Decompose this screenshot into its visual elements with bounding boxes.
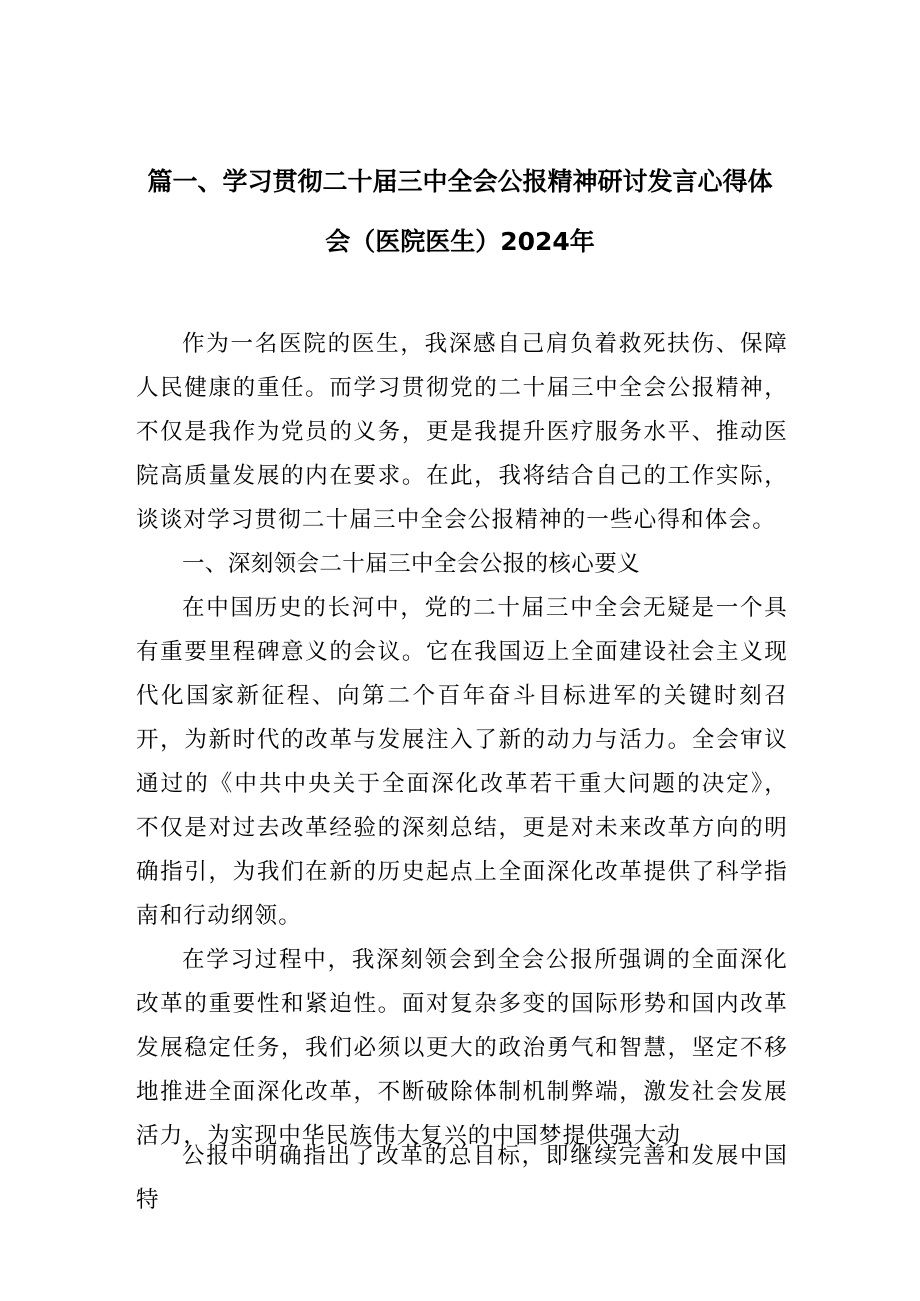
document-body-continued	[136, 1134, 788, 1222]
section-heading: 一、深刻领会二十届三中全会公报的核心要义	[182, 551, 641, 577]
paragraph-history: 在中国历史的长河中，党的二十届三中全会无疑是一个具有重要里程碑意义的会议。它在我国迈上全面建设社会主义现代化国家新征程、向第二个百年奋斗目标进军的关键时刻召开，为新时代的改革与发展注入了新的动力与活力。全会审议通过的《中共中央关于全面深化改革若干重大问题的决定》，不仅是对过去改革经验的深刻总结，更是对未来改革方向的明确指引，为我们在新的历史起点上全面深化改革提供了科学指南和行动纲领。	[136, 595, 788, 929]
document-body	[136, 322, 788, 1158]
paragraph-learning: 在学习过程中，我深刻领会到全会公报所强调的全面深化改革的重要性和紧迫性。面对复杂多变的国际形势和国内改革发展稳定任务，我们必须以更大的政治勇气和智慧，坚定不移地推进全面深化改革，不断破除体制机制弊端，激发社会发展活力，为实现中华民族伟大复兴的中国梦提供强大动	[136, 947, 788, 1149]
paragraph-goal: 公报中明确指出了改革的总目标，即继续完善和发展中国特	[136, 1143, 788, 1213]
document-title-line-2: 会（医院医生）2024年	[325, 227, 595, 256]
paragraph-intro: 作为一名医院的医生，我深感自己肩负着救死扶伤、保障人民健康的重任。而学习贯彻党的二十届三中全会公报精神，不仅是我作为党员的义务，更是我提升医疗服务水平、推动医院高质量发展的内在要求。在此，我将结合自己的工作实际，谈谈对学习贯彻二十届三中全会公报精神的一些心得和体会。	[136, 331, 788, 533]
document-title-line-1: 篇一、学习贯彻二十届三中全会公报精神研讨发言心得体	[147, 167, 773, 196]
